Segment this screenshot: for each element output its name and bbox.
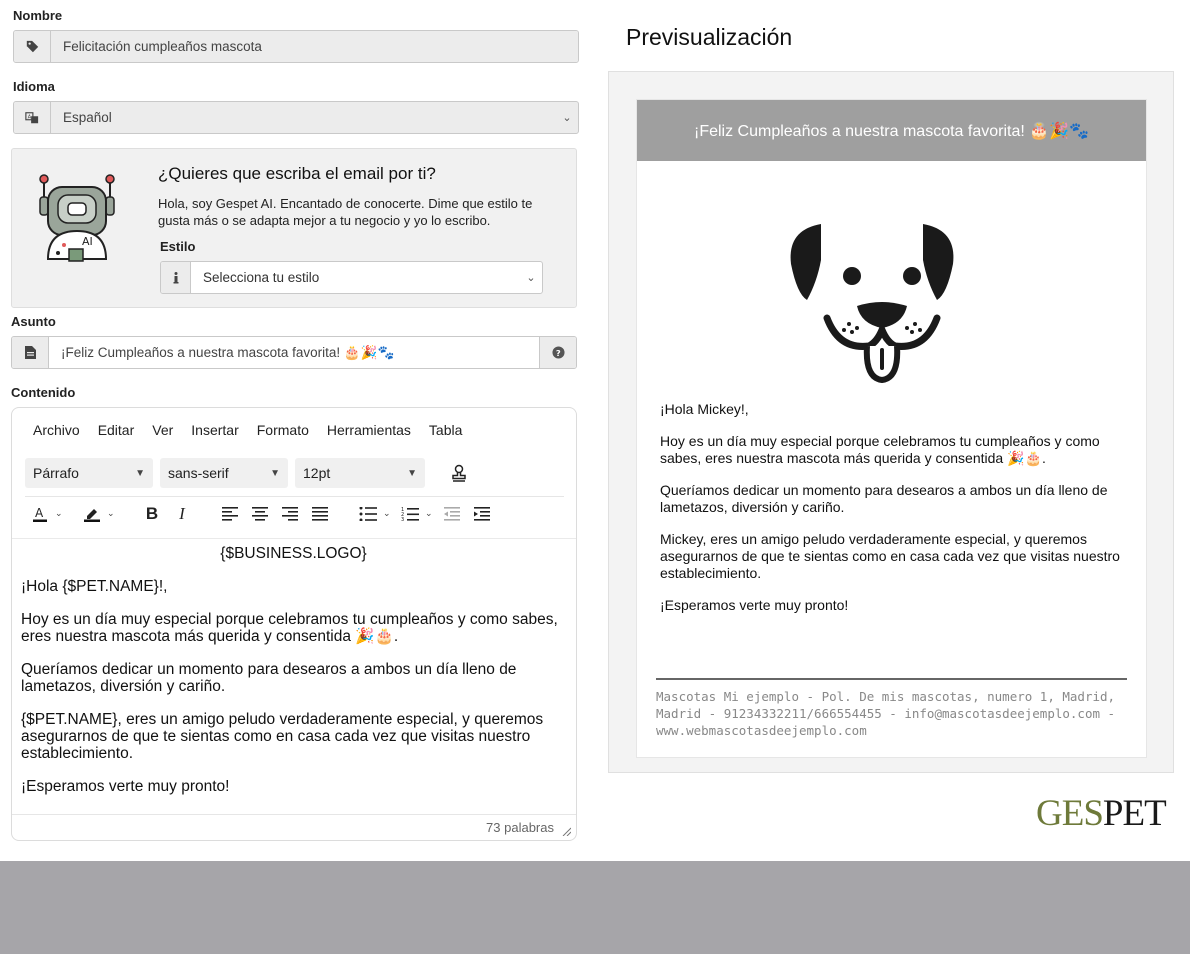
editor-paragraph-1: Hoy es un día muy especial porque celebramos tu cumpleaños y como sabes, eres nuestra mascota más querida y consentida 🎉🎂.: [21, 611, 558, 645]
chevron-down-icon: ▼: [135, 467, 145, 479]
name-input[interactable]: Felicitación cumpleaños mascota: [51, 31, 578, 62]
language-value: Español: [51, 102, 556, 133]
chevron-down-icon: ⌄: [562, 112, 572, 124]
svg-text:1: 1: [401, 506, 405, 513]
subject-label: Asunto: [11, 314, 56, 329]
content-label: Contenido: [11, 385, 76, 400]
preview-paragraph-3: Mickey, eres un amigo peludo verdaderamente especial, y queremos asegurarnos de que te sientas como en casa cada vez que visitas nuestro establecimiento.: [660, 531, 1120, 581]
font-size-value: 12pt: [303, 465, 331, 481]
italic-icon[interactable]: I: [179, 503, 185, 523]
subject-field-group: [11, 336, 577, 369]
name-field-group: [13, 30, 579, 63]
font-size-select[interactable]: [295, 458, 425, 488]
translate-icon: [14, 102, 51, 133]
svg-text:AI: AI: [82, 235, 93, 248]
editor-greeting: ¡Hola {$PET.NAME}!,: [21, 578, 168, 595]
ai-title: ¿Quieres que escriba el email por ti?: [158, 164, 436, 183]
email-preview: [636, 99, 1147, 758]
block-format-select[interactable]: [25, 458, 153, 488]
preview-paragraph-2: Queríamos dedicar un momento para desearos a ambos un día lleno de lametazos, diversión y cariño.: [660, 482, 1108, 515]
font-family-value: sans-serif: [168, 465, 229, 481]
style-select[interactable]: [160, 261, 543, 294]
preview-paragraph-4: ¡Esperamos verte muy pronto!: [660, 597, 849, 613]
svg-text:A: A: [35, 505, 44, 520]
menu-formato[interactable]: Formato: [256, 422, 309, 438]
question-circle-icon[interactable]: [539, 337, 576, 368]
email-footer: Mascotas Mi ejemplo - Pol. De mis mascotas, numero 1, Madrid, Madrid - 91234332211/666554455 - info@mascotasdeejemplo.com - www.webmascotasdeejemplo.com: [656, 678, 1127, 739]
editor-paragraph-3: {$PET.NAME}, eres un amigo peludo verdaderamente especial, y queremos asegurarnos de que te sientas como en casa cada vez que visitas nuestro establecimiento.: [21, 711, 544, 762]
chevron-down-icon[interactable]: ⌄: [425, 508, 433, 518]
rich-text-editor: [11, 407, 577, 841]
robot-icon: [34, 169, 120, 265]
align-center-icon[interactable]: [245, 500, 275, 528]
svg-text:?: ?: [555, 347, 561, 358]
editor-statusbar: [12, 814, 576, 840]
chevron-down-icon[interactable]: ⌄: [383, 508, 391, 518]
ai-assistant-panel: [11, 148, 577, 308]
editor-toolbar-formats: [25, 458, 474, 488]
editor-content-area[interactable]: [12, 538, 576, 814]
chevron-down-icon: ▼: [407, 467, 417, 479]
bullet-list-icon[interactable]: [353, 500, 383, 528]
word-count: 73 palabras: [486, 820, 554, 835]
editor-paragraph-4: ¡Esperamos verte muy pronto!: [21, 778, 230, 795]
preview-panel: [608, 71, 1174, 773]
editor-menubar: [12, 408, 576, 438]
language-label: Idioma: [13, 79, 55, 94]
bold-icon[interactable]: B: [145, 503, 159, 523]
outdent-icon[interactable]: [437, 500, 467, 528]
menu-editar[interactable]: Editar: [97, 422, 135, 438]
chevron-down-icon: ▼: [270, 467, 280, 479]
svg-text:2: 2: [401, 511, 405, 518]
editor-paragraph-2: Queríamos dedicar un momento para desearos a ambos un día lleno de lametazos, diversión y cariño.: [21, 661, 517, 695]
menu-ver[interactable]: Ver: [152, 422, 174, 438]
business-logo-placeholder: {$BUSINESS.LOGO}: [220, 545, 367, 562]
info-icon: [161, 262, 191, 293]
document-icon: [12, 337, 49, 368]
preview-greeting: ¡Hola Mickey!,: [660, 401, 749, 417]
ai-description: Hola, soy Gespet AI. Encantado de conocerte. Dime que estilo te gusta más o se adapta mejor a tu negocio y yo lo escribo.: [158, 196, 533, 228]
menu-herramientas[interactable]: Herramientas: [326, 422, 411, 438]
email-header: ¡Feliz Cumpleaños a nuestra mascota favorita! 🎂🎉🐾: [637, 100, 1146, 161]
name-label: Nombre: [13, 8, 63, 23]
chevron-down-icon[interactable]: ⌄: [55, 508, 63, 518]
preview-paragraph-1: Hoy es un día muy especial porque celebramos tu cumpleaños y como sabes, eres nuestra mascota más querida y consentida 🎉🎂.: [660, 433, 1100, 466]
subject-input[interactable]: ¡Feliz Cumpleaños a nuestra mascota favorita! 🎂🎉🐾: [49, 337, 539, 368]
footer-band: [0, 861, 1190, 954]
numbered-list-icon[interactable]: [395, 500, 425, 528]
highlight-color-icon[interactable]: [77, 500, 107, 528]
block-format-value: Párrafo: [33, 465, 79, 481]
text-color-icon[interactable]: [25, 500, 55, 528]
style-label: Estilo: [160, 239, 196, 254]
resize-handle-icon[interactable]: [562, 827, 571, 836]
dog-logo-icon: [757, 190, 987, 390]
font-family-select[interactable]: [160, 458, 288, 488]
menu-tabla[interactable]: Tabla: [428, 422, 463, 438]
preview-title: Previsualización: [626, 24, 793, 50]
editor-toolbar-styles: [25, 496, 564, 530]
svg-text:A: A: [27, 113, 32, 120]
align-right-icon[interactable]: [275, 500, 305, 528]
menu-archivo[interactable]: Archivo: [33, 422, 80, 438]
chevron-down-icon: ⌄: [526, 272, 536, 284]
stamp-icon[interactable]: [444, 459, 474, 487]
chevron-down-icon[interactable]: ⌄: [107, 508, 115, 518]
svg-text:3: 3: [401, 516, 405, 522]
align-justify-icon[interactable]: [305, 500, 335, 528]
indent-icon[interactable]: [467, 500, 497, 528]
tag-icon: [14, 31, 51, 62]
menu-insertar[interactable]: Insertar: [191, 422, 239, 438]
align-left-icon[interactable]: [215, 500, 245, 528]
gespet-logo: [1036, 792, 1166, 835]
email-body: [660, 401, 1130, 629]
logo-part-ges: GES: [1036, 793, 1103, 834]
logo-part-pet: PET: [1102, 793, 1166, 834]
style-placeholder: Selecciona tu estilo: [191, 262, 520, 293]
language-select[interactable]: [13, 101, 579, 134]
